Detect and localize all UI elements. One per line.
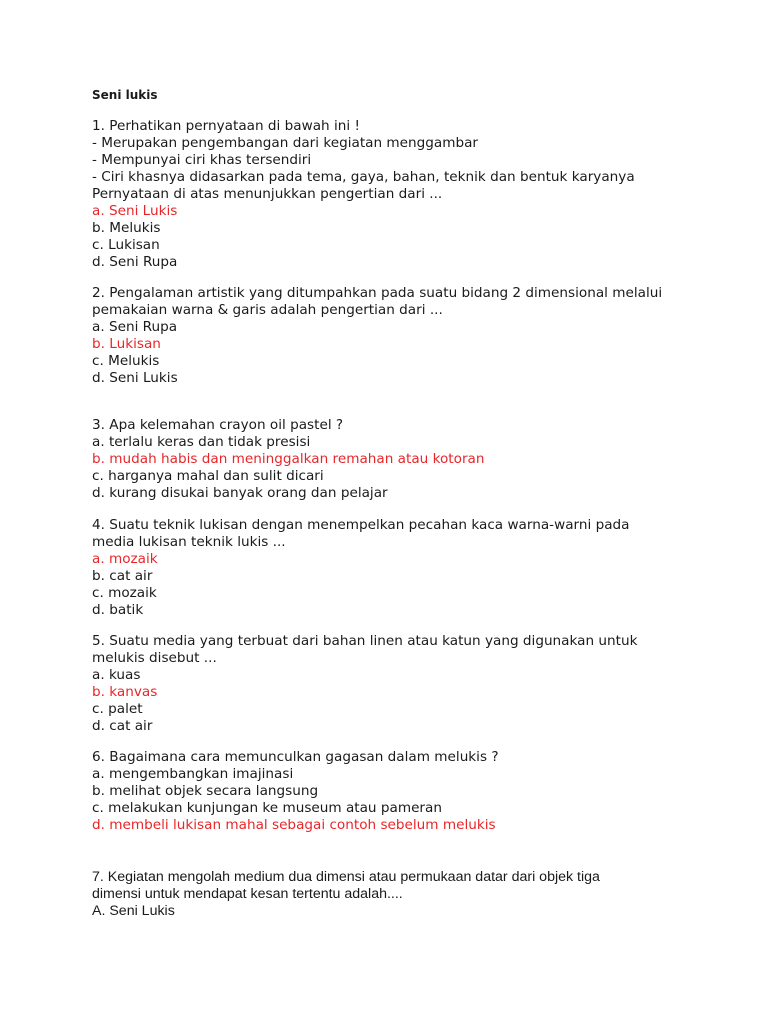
question-1 [92, 118, 752, 271]
question-4 [92, 517, 752, 619]
question-text-line: 3. Apa kelemahan crayon oil pastel ? [92, 417, 344, 433]
option-answer: d. membeli lukisan mahal sebagai contoh sebelum melukis [92, 817, 496, 833]
option: c. Lukisan [92, 237, 160, 253]
document-title: Seni lukis [92, 88, 158, 102]
question-text-line: 7. Kegiatan mengolah medium dua dimensi atau permukaan datar dari objek tiga [92, 869, 600, 885]
question-text-line: Pernyataan di atas menunjukkan pengertian dari ... [92, 186, 443, 202]
question-text-line: 4. Suatu teknik lukisan dengan menempelkan pecahan kaca warna-warni pada [92, 517, 630, 533]
question-text-line: 1. Perhatikan pernyataan di bawah ini ! [92, 118, 360, 134]
question-text-line: melukis disebut ... [92, 650, 217, 666]
option-answer: b. kanvas [92, 684, 158, 700]
question-6 [92, 749, 752, 834]
option: a. mengembangkan imajinasi [92, 766, 294, 782]
option-answer: a. Seni Lukis [92, 203, 178, 219]
option: b. cat air [92, 568, 153, 584]
option: a. kuas [92, 667, 141, 683]
option: c. Melukis [92, 353, 160, 369]
question-5 [92, 633, 752, 735]
option: d. cat air [92, 718, 153, 734]
option: a. terlalu keras dan tidak presisi [92, 434, 311, 450]
question-2 [92, 285, 752, 387]
question-text-line: 5. Suatu media yang terbuat dari bahan linen atau katun yang digunakan untuk [92, 633, 638, 649]
question-text-line: - Ciri khasnya didasarkan pada tema, gaya, bahan, teknik dan bentuk karyanya [92, 169, 635, 185]
option: b. melihat objek secara langsung [92, 783, 319, 799]
option: c. palet [92, 701, 143, 717]
option: A. Seni Lukis [92, 903, 175, 919]
question-7 [92, 869, 752, 920]
question-text-line: 6. Bagaimana cara memunculkan gagasan dalam melukis ? [92, 749, 499, 765]
option: b. Melukis [92, 220, 161, 236]
question-text-line: 2. Pengalaman artistik yang ditumpahkan pada suatu bidang 2 dimensional melalui [92, 285, 663, 301]
option-answer: a. mozaik [92, 551, 158, 567]
option: d. Seni Rupa [92, 254, 178, 270]
option-answer: b. Lukisan [92, 336, 161, 352]
option: c. mozaik [92, 585, 157, 601]
option: d. kurang disukai banyak orang dan pelajar [92, 485, 388, 501]
option: d. Seni Lukis [92, 370, 178, 386]
option-answer: b. mudah habis dan meninggalkan remahan atau kotoran [92, 451, 485, 467]
question-text-line: media lukisan teknik lukis ... [92, 534, 286, 550]
question-3 [92, 417, 752, 502]
option: c. harganya mahal dan sulit dicari [92, 468, 324, 484]
question-text-line: - Merupakan pengembangan dari kegiatan menggambar [92, 135, 479, 151]
option: d. batik [92, 602, 144, 618]
option: c. melakukan kunjungan ke museum atau pameran [92, 800, 442, 816]
question-text-line: dimensi untuk mendapat kesan tertentu adalah.... [92, 886, 403, 902]
question-text-line: pemakaian warna & garis adalah pengertian dari ... [92, 302, 443, 318]
question-text-line: - Mempunyai ciri khas tersendiri [92, 152, 312, 168]
option: a. Seni Rupa [92, 319, 178, 335]
